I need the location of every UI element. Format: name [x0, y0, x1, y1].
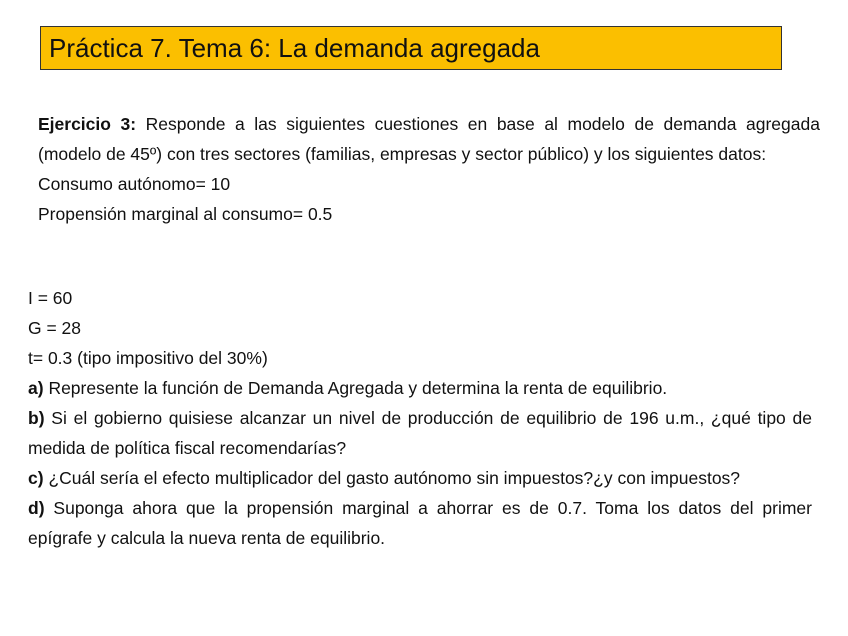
data-line-marginal-propensity: Propensión marginal al consumo= 0.5 [38, 204, 333, 224]
question-b [28, 403, 812, 463]
exercise-label: Ejercicio 3: [38, 114, 137, 134]
page-title: Práctica 7. Tema 6: La demanda agregada [49, 32, 540, 63]
question-c-label: c) [28, 468, 44, 488]
exercise-statement-text: Responde a las siguientes cuestiones en base al modelo de demanda agregada (modelo de 45º) con tres sectores (familias, empresas y sector público) y los siguientes datos: [38, 114, 820, 164]
questions-block [28, 283, 812, 553]
exercise-block [38, 109, 820, 229]
question-d [28, 493, 812, 553]
data-line-autonomous-consumption: Consumo autónomo= 10 [38, 174, 231, 194]
variable-government-spending: G = 28 [28, 318, 82, 338]
variable-investment: I = 60 [28, 288, 73, 308]
question-c-text: ¿Cuál sería el efecto multiplicador del gasto autónomo sin impuestos?¿y con impuestos? [48, 468, 741, 488]
question-d-text: Suponga ahora que la propensión marginal a ahorrar es de 0.7. Toma los datos del primer epígrafe y calcula la nueva renta de equilibrio. [28, 498, 812, 548]
question-b-text: Si el gobierno quisiese alcanzar un nivel de producción de equilibrio de 196 u.m., ¿qué tipo de medida de política fiscal recomendarías? [28, 408, 812, 458]
question-a [28, 373, 812, 403]
question-a-label: a) [28, 378, 44, 398]
variable-tax-rate: t= 0.3 (tipo impositivo del 30%) [28, 348, 268, 368]
question-c [28, 463, 812, 493]
exercise-statement [38, 109, 820, 169]
title-banner [40, 26, 782, 70]
question-b-label: b) [28, 408, 45, 428]
question-d-label: d) [28, 498, 45, 518]
question-a-text: Represente la función de Demanda Agregada y determina la renta de equilibrio. [48, 378, 668, 398]
